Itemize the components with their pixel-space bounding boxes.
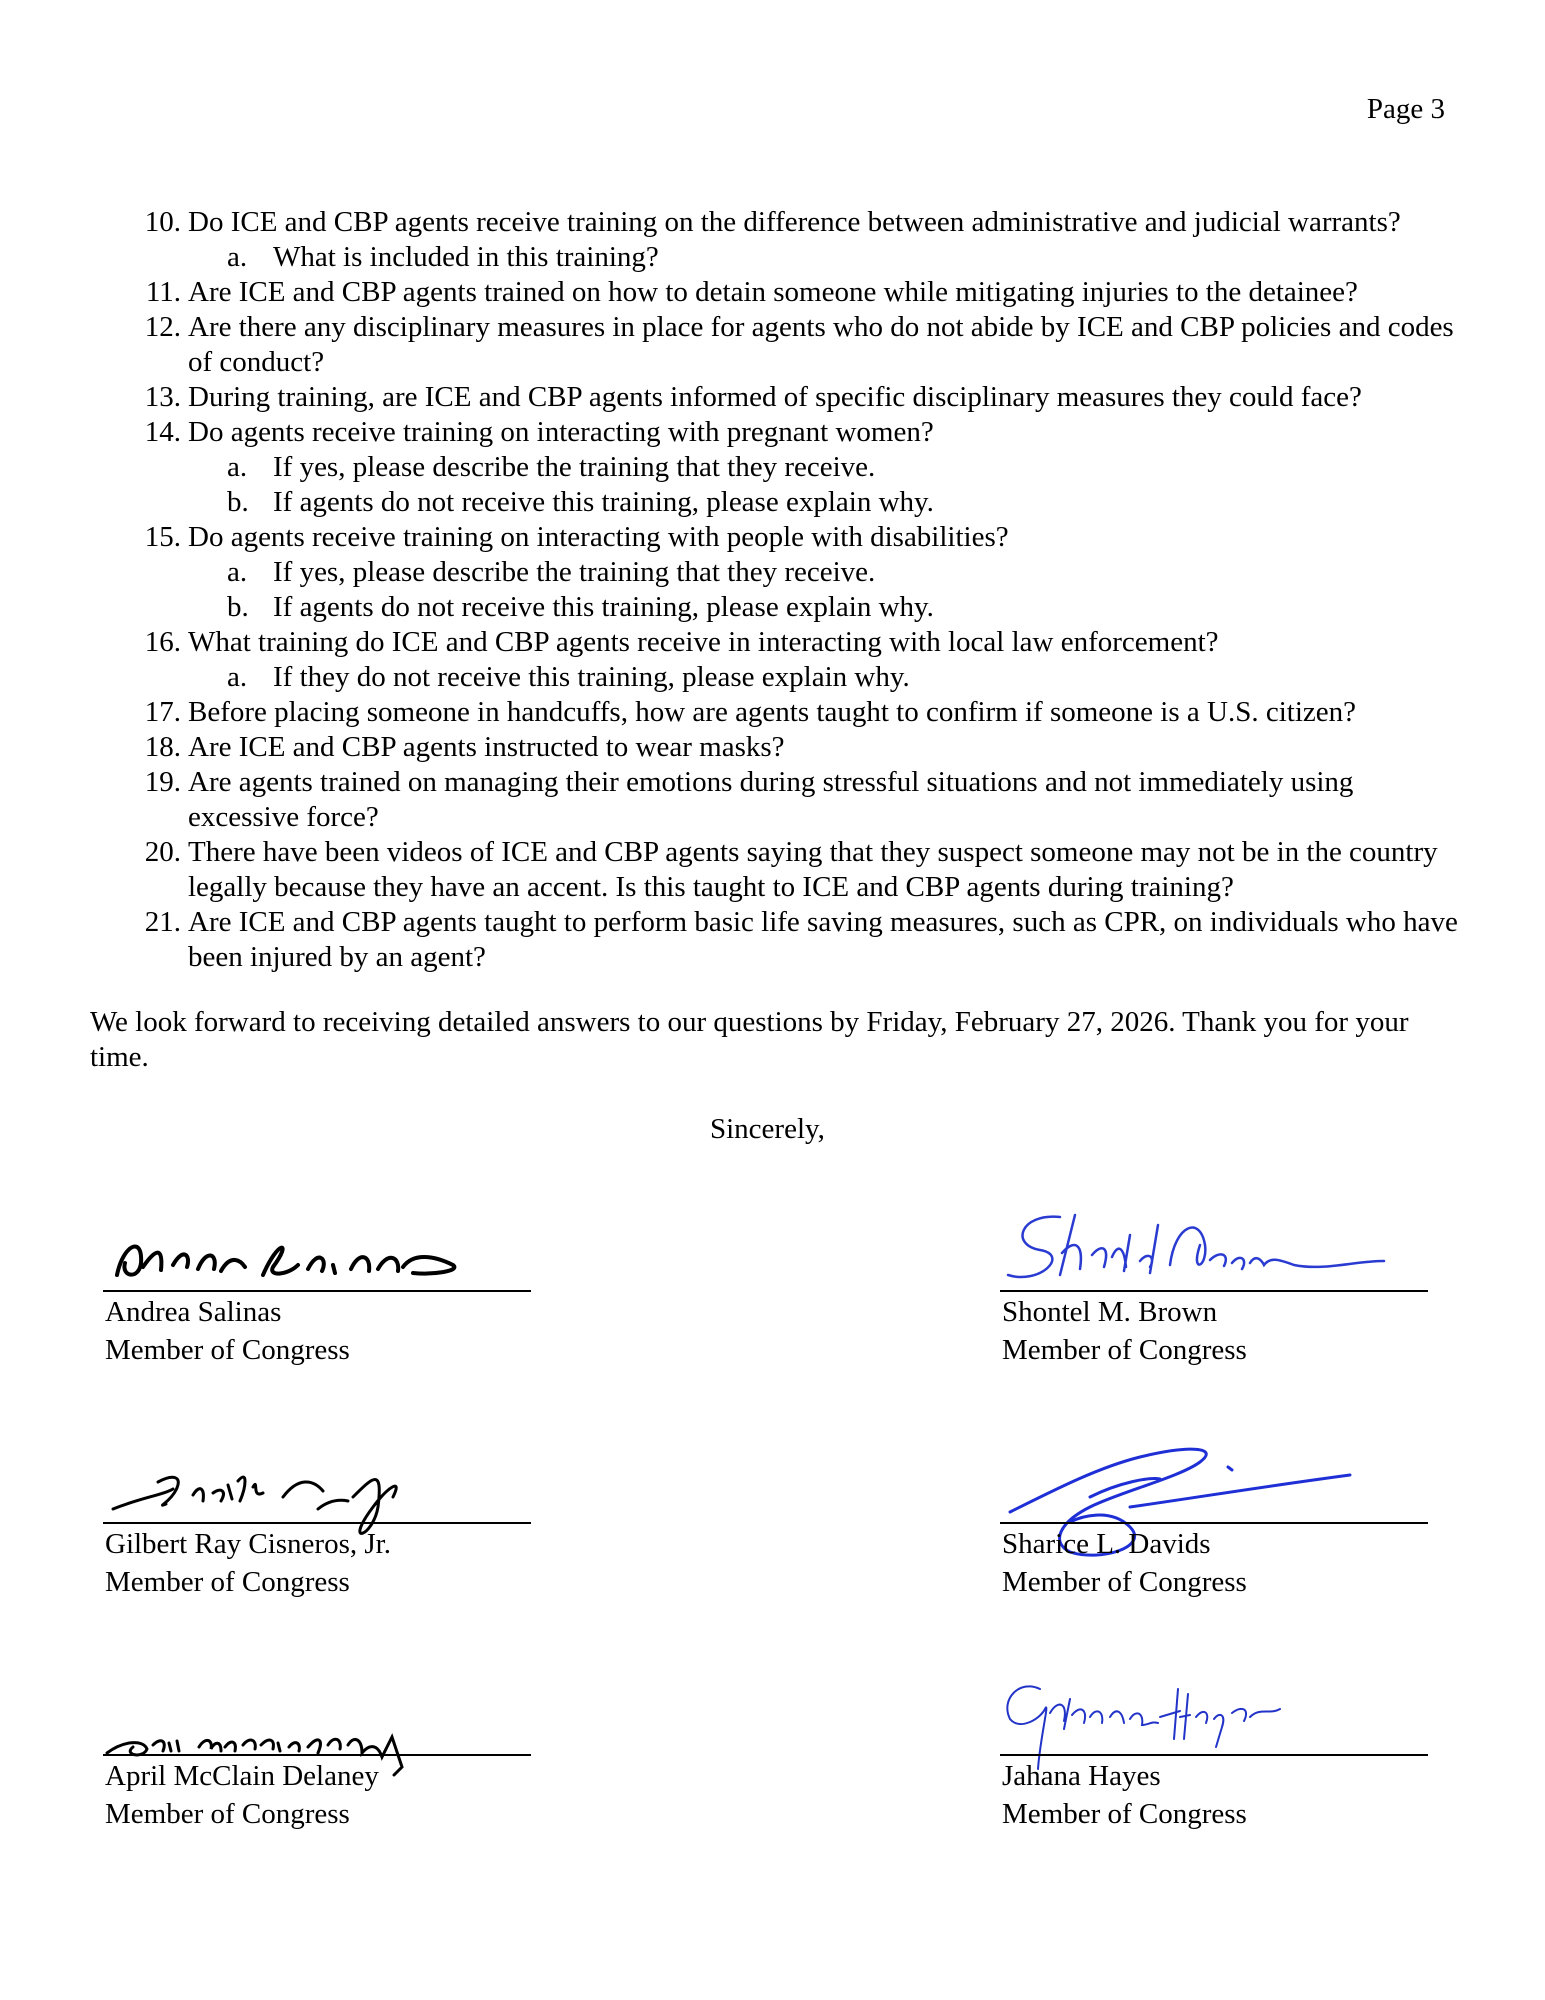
question-item [130,520,1460,555]
question-number: 19. [144,766,181,798]
sub-question-letter: a. [227,661,248,693]
question-item [130,905,1460,975]
question-text: Are ICE and CBP agents trained on how to detain someone while mitigating injuries to the detainee? [188,276,1358,308]
sub-question-letter: b. [227,591,249,623]
signatory-name: Shontel M. Brown [1002,1296,1218,1328]
signatory-title: Member of Congress [1002,1334,1247,1366]
sub-question-item [130,485,1460,520]
sub-question-item [130,240,1460,275]
question-text: Before placing someone in handcuffs, how are agents taught to confirm if someone is a U.S. citizen? [188,696,1356,728]
sub-question-text: If yes, please describe the training that they receive. [273,451,876,483]
sub-question-text: If they do not receive this training, please explain why. [273,661,910,693]
signatory-title: Member of Congress [1002,1566,1247,1598]
signature-block-davids [1000,1437,1428,1598]
sub-question-letter: a. [227,241,248,273]
question-item [130,380,1460,415]
signature-block-salinas [103,1205,531,1366]
question-text: Are agents trained on managing their emotions during stressful situations and not immediately using excessive force? [188,766,1354,833]
question-text: Do agents receive training on interacting with pregnant women? [188,416,934,448]
question-number: 13. [144,381,181,413]
sub-question-text: If agents do not receive this training, please explain why. [273,486,934,518]
question-number: 12. [144,311,181,343]
signatory-name: April McClain Delaney [105,1760,379,1792]
question-number: 14. [144,416,181,448]
sub-question-item [130,555,1460,590]
sub-question-item [130,660,1460,695]
signatory-title: Member of Congress [105,1334,350,1366]
question-text: Are there any disciplinary measures in place for agents who do not abide by ICE and CBP policies and codes of conduct? [188,311,1454,378]
signature-brown [1000,1205,1380,1295]
signature-salinas [103,1205,463,1295]
question-text: Are ICE and CBP agents taught to perform basic life saving measures, such as CPR, on individuals who have been injured by an agent? [188,906,1458,973]
question-item [130,275,1460,310]
question-item [130,625,1460,660]
signatory-title: Member of Congress [105,1798,350,1830]
question-item [130,730,1460,765]
sub-question-text: If yes, please describe the training that they receive. [273,556,876,588]
sub-question-item [130,450,1460,485]
question-item [130,415,1460,450]
signatory-name: Jahana Hayes [1002,1760,1161,1792]
sub-question-letter: a. [227,556,248,588]
question-list [130,205,1460,975]
sub-question-letter: a. [227,451,248,483]
signatory-title: Member of Congress [1002,1798,1247,1830]
sub-question-letter: b. [227,486,249,518]
page-number: Page 3 [1366,93,1445,125]
question-item [130,695,1460,730]
question-text: During training, are ICE and CBP agents informed of specific disciplinary measures they could face? [188,381,1362,413]
question-number: 18. [144,731,181,763]
question-text: Do agents receive training on interacting with people with disabilities? [188,521,1009,553]
signature-block-cisneros [103,1437,531,1598]
question-item [130,310,1460,380]
sub-question-text: If agents do not receive this training, please explain why. [273,591,934,623]
question-number: 11. [145,276,181,308]
question-number: 21. [144,906,181,938]
signatory-title: Member of Congress [105,1566,350,1598]
question-number: 20. [144,836,181,868]
question-text: What training do ICE and CBP agents receive in interacting with local law enforcement? [188,626,1219,658]
signatory-name: Gilbert Ray Cisneros, Jr. [105,1528,391,1560]
question-text: There have been videos of ICE and CBP agents saying that they suspect someone may not be in the country legally because they have an accent. Is this taught to ICE and CBP agents during training? [188,836,1438,903]
salutation: Sincerely, [710,1113,825,1145]
question-text: Do ICE and CBP agents receive training on the difference between administrative and judicial warrants? [188,206,1401,238]
sub-question-item [130,590,1460,625]
sub-question-text: What is included in this training? [273,241,659,273]
signatory-name: Andrea Salinas [105,1296,282,1328]
signature-cisneros [103,1437,463,1527]
question-item [130,205,1460,240]
signature-block-delaney [103,1669,531,1830]
question-number: 16. [144,626,181,658]
signatory-name: Sharice L. Davids [1002,1528,1211,1560]
question-item [130,835,1460,905]
question-number: 10. [144,206,181,238]
question-number: 17. [144,696,181,728]
signature-block-hayes [1000,1669,1428,1830]
question-number: 15. [144,521,181,553]
signature-block-brown [1000,1205,1428,1366]
question-item [130,765,1460,835]
closing-paragraph: We look forward to receiving detailed answers to our questions by Friday, February 27, 2026. Thank you for your time. [90,1006,1409,1073]
question-text: Are ICE and CBP agents instructed to wear masks? [188,731,785,763]
